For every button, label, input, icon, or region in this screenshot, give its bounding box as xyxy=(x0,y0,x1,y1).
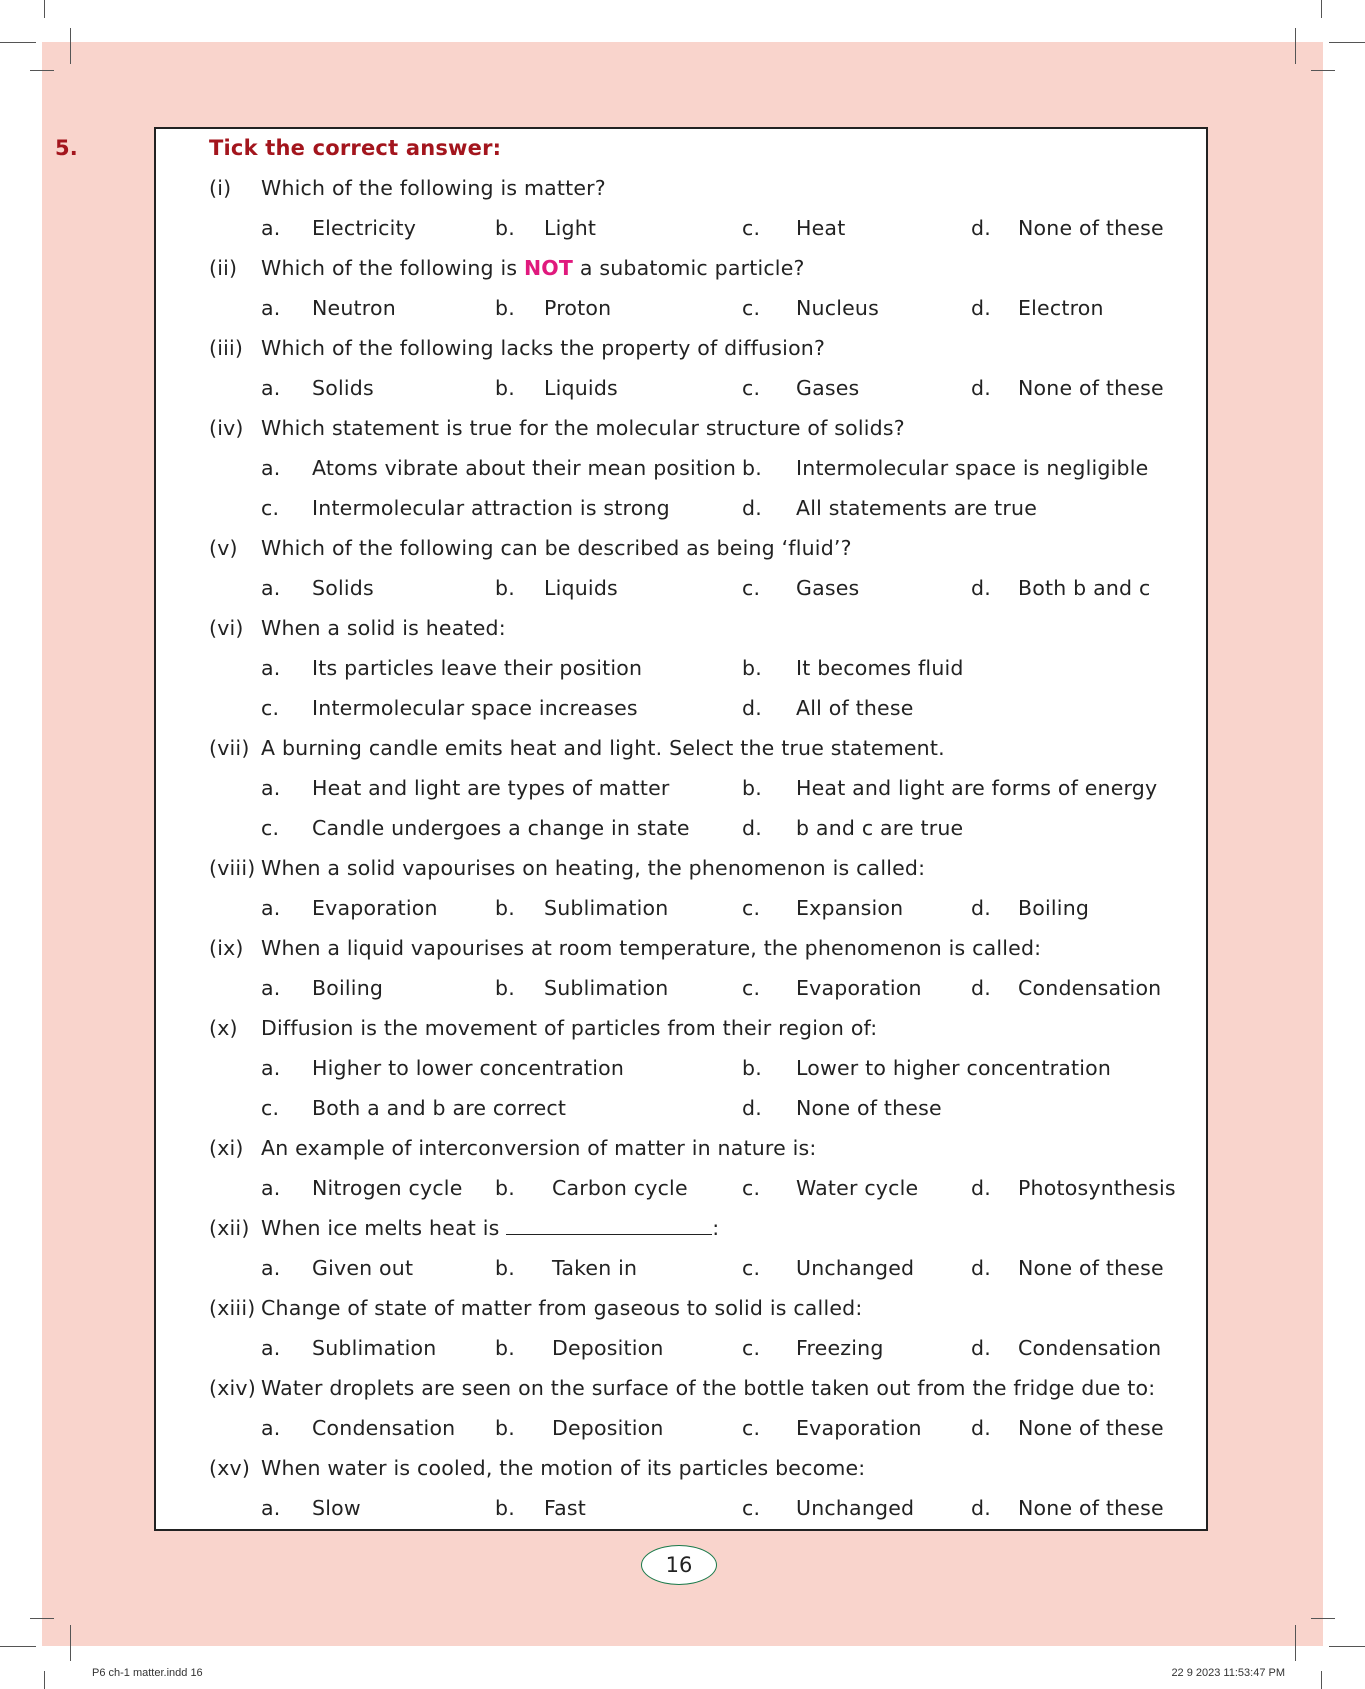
crop-mark xyxy=(44,1671,45,1689)
option-letter: a. xyxy=(261,1056,281,1080)
item-question: Which of the following is matter? xyxy=(261,176,606,200)
option-text: Atoms vibrate about their mean position xyxy=(312,456,737,480)
option-text: Expansion xyxy=(796,896,904,920)
item-question: An example of interconversion of matter in nature is: xyxy=(261,1136,817,1160)
option-text: Deposition xyxy=(552,1416,664,1440)
option-letter: b. xyxy=(495,1256,515,1280)
page-number: 16 xyxy=(641,1545,717,1585)
option-letter: c. xyxy=(742,976,761,1000)
item-number: (viii) xyxy=(209,856,256,880)
option-text: Sublimation xyxy=(312,1336,437,1360)
option-text: Nitrogen cycle xyxy=(312,1176,463,1200)
option-text: Gases xyxy=(796,376,860,400)
option-letter: d. xyxy=(742,816,762,840)
option-letter: b. xyxy=(495,1176,515,1200)
question-text-part: Which of the following is xyxy=(261,256,524,280)
item-number: (vi) xyxy=(209,616,244,640)
option-letter: a. xyxy=(261,1496,281,1520)
option-letter: c. xyxy=(261,496,280,520)
option-letter: d. xyxy=(971,576,991,600)
option-letter: d. xyxy=(742,696,762,720)
question-text-part: When ice melts heat is xyxy=(261,1216,507,1240)
option-letter: b. xyxy=(742,1056,762,1080)
option-text: Sublimation xyxy=(544,976,669,1000)
option-text: Water cycle xyxy=(796,1176,919,1200)
option-text: Gases xyxy=(796,576,860,600)
option-letter: a. xyxy=(261,216,281,240)
option-text: Heat and light are forms of energy xyxy=(796,776,1158,800)
option-text: Carbon cycle xyxy=(552,1176,688,1200)
option-letter: c. xyxy=(742,216,761,240)
option-letter: b. xyxy=(742,656,762,680)
option-letter: c. xyxy=(261,816,280,840)
option-letter: d. xyxy=(971,376,991,400)
option-text: Neutron xyxy=(312,296,396,320)
question-text-part: a subatomic particle? xyxy=(573,256,805,280)
option-text: Given out xyxy=(312,1256,414,1280)
option-letter: d. xyxy=(971,896,991,920)
option-letter: d. xyxy=(971,216,991,240)
item-question: When a liquid vapourises at room temperature, the phenomenon is called: xyxy=(261,936,1042,960)
option-text: Evaporation xyxy=(796,1416,922,1440)
option-letter: c. xyxy=(742,1336,761,1360)
item-question: When a solid is heated: xyxy=(261,616,506,640)
crop-mark xyxy=(1321,0,1322,18)
option-text: Boiling xyxy=(312,976,384,1000)
option-letter: b. xyxy=(495,376,515,400)
option-text: Evaporation xyxy=(312,896,438,920)
option-text: None of these xyxy=(1018,376,1164,400)
option-letter: b. xyxy=(495,1496,515,1520)
option-text: Heat and light are types of matter xyxy=(312,776,670,800)
option-text: Fast xyxy=(544,1496,586,1520)
crop-mark xyxy=(1329,42,1365,43)
item-number: (ix) xyxy=(209,936,244,960)
option-letter: c. xyxy=(742,376,761,400)
emphasis-not: NOT xyxy=(523,256,574,280)
crop-mark xyxy=(30,70,54,71)
item-number: (xii) xyxy=(209,1216,250,1240)
option-letter: a. xyxy=(261,456,281,480)
option-letter: d. xyxy=(971,1416,991,1440)
item-number: (xv) xyxy=(209,1456,251,1480)
option-text: Light xyxy=(544,216,597,240)
option-text: Liquids xyxy=(544,576,618,600)
question-title: Tick the correct answer: xyxy=(209,136,502,160)
crop-mark xyxy=(0,1646,36,1647)
item-number: (i) xyxy=(209,176,232,200)
crop-mark xyxy=(0,42,36,43)
crop-mark xyxy=(1295,1625,1296,1661)
item-question: Water droplets are seen on the surface of the bottle taken out from the fridge due to: xyxy=(261,1376,1156,1400)
option-letter: d. xyxy=(971,1256,991,1280)
option-letter: a. xyxy=(261,1176,281,1200)
item-question: When a solid vapourises on heating, the phenomenon is called: xyxy=(261,856,926,880)
slug-timestamp: 22 9 2023 11:53:47 PM xyxy=(1171,1667,1285,1679)
option-text: Its particles leave their position xyxy=(312,656,643,680)
option-letter: a. xyxy=(261,776,281,800)
option-letter: d. xyxy=(971,1336,991,1360)
item-question: Change of state of matter from gaseous to solid is called: xyxy=(261,1296,863,1320)
option-letter: a. xyxy=(261,1256,281,1280)
option-letter: b. xyxy=(495,216,515,240)
option-letter: c. xyxy=(742,296,761,320)
option-text: None of these xyxy=(796,1096,942,1120)
item-question: Which of the following can be described as being ‘fluid’? xyxy=(261,536,852,560)
option-text: Both a and b are correct xyxy=(312,1096,567,1120)
option-text: Evaporation xyxy=(796,976,922,1000)
fill-in-blank[interactable] xyxy=(506,1216,712,1235)
question-text-part: : xyxy=(712,1216,720,1240)
option-text: None of these xyxy=(1018,1256,1164,1280)
option-text: Condensation xyxy=(1018,1336,1162,1360)
option-letter: b. xyxy=(495,896,515,920)
slug-file: P6 ch-1 matter.indd 16 xyxy=(92,1667,203,1679)
option-text: None of these xyxy=(1018,1496,1164,1520)
crop-mark xyxy=(44,0,45,18)
option-text: Electricity xyxy=(312,216,417,240)
option-letter: a. xyxy=(261,576,281,600)
option-text: Nucleus xyxy=(796,296,879,320)
item-number: (xi) xyxy=(209,1136,244,1160)
item-question: Which statement is true for the molecular structure of solids? xyxy=(261,416,905,440)
crop-mark xyxy=(70,28,71,64)
option-text: Unchanged xyxy=(796,1496,915,1520)
item-number: (xiv) xyxy=(209,1376,256,1400)
item-number: (x) xyxy=(209,1016,238,1040)
option-letter: c. xyxy=(742,1256,761,1280)
option-letter: c. xyxy=(742,1176,761,1200)
crop-mark xyxy=(30,1618,54,1619)
option-letter: a. xyxy=(261,656,281,680)
option-text: Heat xyxy=(796,216,846,240)
option-text: It becomes fluid xyxy=(796,656,964,680)
option-letter: c. xyxy=(742,896,761,920)
option-letter: b. xyxy=(742,456,762,480)
option-letter: d. xyxy=(971,976,991,1000)
option-letter: a. xyxy=(261,1336,281,1360)
option-text: Condensation xyxy=(1018,976,1162,1000)
item-question xyxy=(261,256,805,280)
option-text: b and c are true xyxy=(796,816,964,840)
option-text: Slow xyxy=(312,1496,361,1520)
option-letter: c. xyxy=(742,576,761,600)
option-letter: a. xyxy=(261,896,281,920)
option-letter: c. xyxy=(742,1496,761,1520)
crop-mark xyxy=(1311,70,1335,71)
item-question: When water is cooled, the motion of its particles become: xyxy=(261,1456,866,1480)
option-text: None of these xyxy=(1018,1416,1164,1440)
crop-mark xyxy=(70,1625,71,1661)
item-question: A burning candle emits heat and light. Select the true statement. xyxy=(261,736,945,760)
option-text: Liquids xyxy=(544,376,618,400)
crop-mark xyxy=(1321,1671,1322,1689)
option-letter: c. xyxy=(261,1096,280,1120)
option-text: Boiling xyxy=(1018,896,1090,920)
option-text: Higher to lower concentration xyxy=(312,1056,625,1080)
option-letter: d. xyxy=(742,496,762,520)
option-text: Solids xyxy=(312,376,374,400)
item-number: (iii) xyxy=(209,336,244,360)
option-letter: b. xyxy=(495,296,515,320)
option-text: Lower to higher concentration xyxy=(796,1056,1112,1080)
option-letter: d. xyxy=(971,1496,991,1520)
item-question: Diffusion is the movement of particles from their region of: xyxy=(261,1016,878,1040)
option-letter: d. xyxy=(971,296,991,320)
option-text: Sublimation xyxy=(544,896,669,920)
option-letter: a. xyxy=(261,1416,281,1440)
option-text: Condensation xyxy=(312,1416,456,1440)
crop-mark xyxy=(1329,1646,1365,1647)
option-text: Candle undergoes a change in state xyxy=(312,816,690,840)
option-text: Intermolecular space is negligible xyxy=(796,456,1149,480)
option-letter: b. xyxy=(495,576,515,600)
option-letter: b. xyxy=(495,1336,515,1360)
option-letter: a. xyxy=(261,976,281,1000)
option-text: Intermolecular attraction is strong xyxy=(312,496,670,520)
option-text: Freezing xyxy=(796,1336,884,1360)
option-text: Proton xyxy=(544,296,612,320)
option-text: Deposition xyxy=(552,1336,664,1360)
option-text: Taken in xyxy=(552,1256,638,1280)
option-letter: d. xyxy=(971,1176,991,1200)
option-letter: d. xyxy=(742,1096,762,1120)
option-letter: c. xyxy=(261,696,280,720)
crop-mark xyxy=(1311,1618,1335,1619)
option-letter: b. xyxy=(495,976,515,1000)
question-number: 5. xyxy=(55,136,78,160)
option-text: Solids xyxy=(312,576,374,600)
option-text: None of these xyxy=(1018,216,1164,240)
option-letter: b. xyxy=(495,1416,515,1440)
option-text: Both b and c xyxy=(1018,576,1151,600)
option-text: All statements are true xyxy=(796,496,1038,520)
item-number: (iv) xyxy=(209,416,244,440)
option-text: Electron xyxy=(1018,296,1104,320)
item-number: (vii) xyxy=(209,736,250,760)
item-number: (xiii) xyxy=(209,1296,256,1320)
option-letter: b. xyxy=(742,776,762,800)
item-question xyxy=(261,1216,719,1240)
option-text: Intermolecular space increases xyxy=(312,696,638,720)
item-number: (ii) xyxy=(209,256,238,280)
option-letter: a. xyxy=(261,376,281,400)
crop-mark xyxy=(1295,28,1296,64)
option-text: Unchanged xyxy=(796,1256,915,1280)
item-question: Which of the following lacks the property of diffusion? xyxy=(261,336,826,360)
option-text: All of these xyxy=(796,696,914,720)
option-text: Photosynthesis xyxy=(1018,1176,1176,1200)
item-number: (v) xyxy=(209,536,238,560)
option-letter: c. xyxy=(742,1416,761,1440)
option-letter: a. xyxy=(261,296,281,320)
